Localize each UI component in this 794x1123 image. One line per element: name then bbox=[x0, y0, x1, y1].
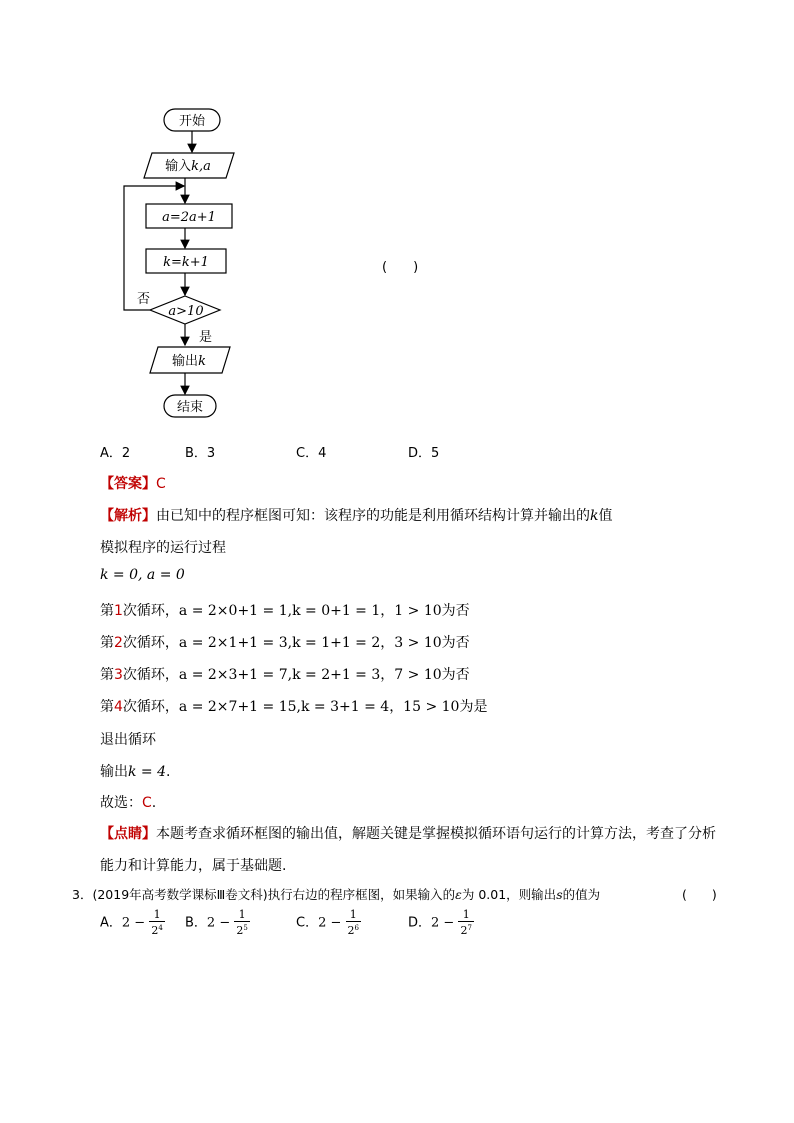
comment-line-1: 【点睛】本题考查求循环框图的输出值，解题关键是掌握模拟循环语句运行的计算方法，考查了分析 bbox=[100, 826, 716, 842]
analysis-line-2: 模拟程序的运行过程 bbox=[100, 540, 226, 556]
yes-label: 是 bbox=[199, 330, 213, 345]
choose-line: 故选：C. bbox=[100, 795, 157, 811]
option-d: D．5 bbox=[408, 446, 440, 461]
answer-line bbox=[100, 473, 166, 493]
q3-option-c: C．2 − $\frac{1}{2^6}$ bbox=[296, 908, 359, 937]
option-a: A．2 bbox=[100, 446, 131, 461]
loop-line-4: 第4次循环，a = 2×7+1 = 15,k = 3+1 = 4，15 > 10为是 bbox=[100, 699, 488, 715]
flowchart bbox=[100, 100, 270, 425]
comment-tag: 【点睛】 bbox=[100, 826, 156, 842]
q3-paren: ( ) bbox=[682, 887, 717, 902]
process-k-label: k=k+1 bbox=[163, 255, 209, 270]
q3-option-b: B．2 − $\frac{1}{2^5}$ bbox=[185, 908, 248, 937]
output-label: 输出k bbox=[172, 354, 206, 369]
analysis-line-1: 【解析】由已知中的程序框图可知：该程序的功能是利用循环结构计算并输出的k值 bbox=[100, 508, 613, 524]
no-label: 否 bbox=[137, 292, 151, 307]
q3-option-a: A．2 − $\frac{1}{2^4}$ bbox=[100, 908, 163, 937]
end-label: 结束 bbox=[176, 400, 204, 415]
exit-line: 退出循环 bbox=[100, 732, 156, 748]
comment-line-2: 能力和计算能力，属于基础题. bbox=[100, 858, 287, 874]
decision-label: a>10 bbox=[168, 304, 204, 319]
output-line: 输出k = 4. bbox=[100, 764, 171, 780]
option-b: B．3 bbox=[185, 446, 216, 461]
analysis-tag: 【解析】 bbox=[100, 508, 156, 524]
loop-line-3: 第3次循环，a = 2×3+1 = 7,k = 2+1 = 3，7 > 10为否 bbox=[100, 667, 470, 683]
option-c: C．4 bbox=[296, 446, 327, 461]
analysis-line-3: k = 0, a = 0 bbox=[100, 567, 185, 583]
loop-line-2: 第2次循环，a = 2×1+1 = 3,k = 1+1 = 2，3 > 10为否 bbox=[100, 635, 470, 651]
answer-tag: 【答案】 bbox=[100, 476, 156, 492]
input-label: 输入k,a bbox=[165, 159, 211, 174]
q3-option-d: D．2 − $\frac{1}{2^7}$ bbox=[408, 908, 472, 937]
answer-value: C bbox=[156, 476, 166, 492]
start-label: 开始 bbox=[178, 114, 206, 129]
answer-paren: ( ) bbox=[382, 260, 419, 275]
q3-stem: 3．(2019年高考数学课标Ⅲ卷文科)执行右边的程序框图，如果输入的ε为 0.01，则输出s的值为 bbox=[72, 887, 601, 902]
loop-line-1: 第1次循环，a = 2×0+1 = 1,k = 0+1 = 1，1 > 10为否 bbox=[100, 603, 470, 619]
process-a-label: a=2a+1 bbox=[162, 210, 216, 225]
